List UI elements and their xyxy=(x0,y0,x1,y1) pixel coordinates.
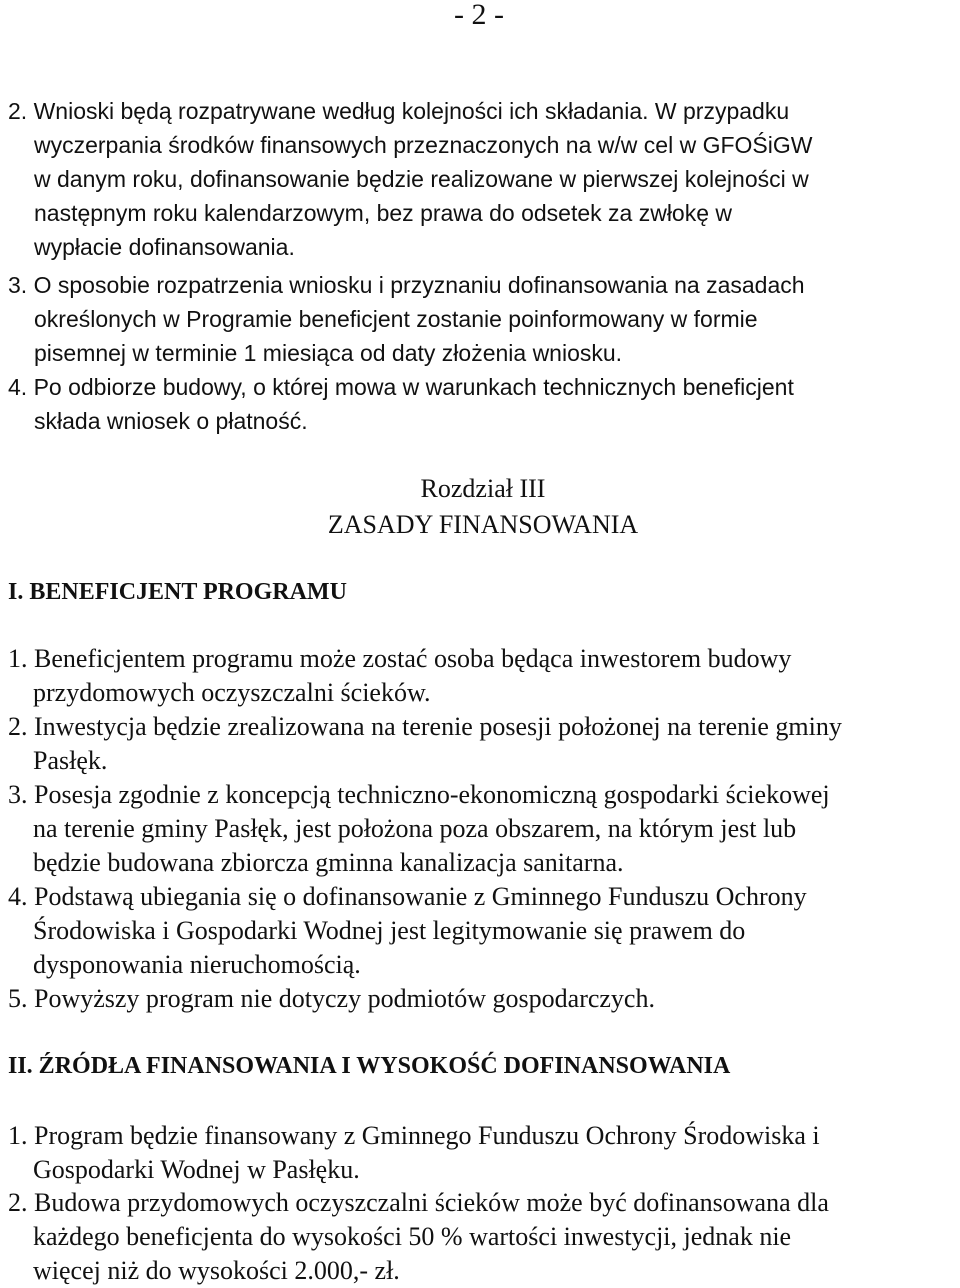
list-item-text: wyczerpania środków finansowych przeznaczonych na w/w cel w GFOŚiGW xyxy=(34,132,813,158)
list-item xyxy=(8,268,958,370)
list-item-text: Posesja zgodnie z koncepcją techniczno-ekonomiczną gospodarki ściekowej xyxy=(34,780,830,809)
list-item-line xyxy=(8,982,958,1016)
list-item-text: pisemnej w terminie 1 miesiąca od daty złożenia wniosku. xyxy=(34,340,623,366)
list-item xyxy=(8,880,958,982)
list-item-line xyxy=(8,1119,958,1153)
list-item-number: 4. xyxy=(8,882,28,911)
list-item xyxy=(8,982,958,1016)
list-item xyxy=(8,1119,958,1187)
list-item-text: każdego beneficjenta do wysokości 50 % wartości inwestycji, jednak nie xyxy=(33,1222,792,1251)
list-item-number: 2. xyxy=(8,1188,28,1217)
list-item-text: Budowa przydomowych oczyszczalni ścieków może być dofinansowana dla xyxy=(34,1188,829,1217)
list-item-line xyxy=(8,268,958,302)
list-item-line xyxy=(8,710,958,744)
list-item-text: Po odbiorze budowy, o której mowa w warunkach technicznych beneficjent xyxy=(33,374,794,400)
list-item-text: Program będzie finansowany z Gminnego Funduszu Ochrony Środowiska i xyxy=(34,1121,820,1150)
list-item-text: dysponowania nieruchomością. xyxy=(33,950,361,979)
list-item-line xyxy=(8,370,958,404)
list-item-text: następnym roku kalendarzowym, bez prawa do odsetek za zwłokę w xyxy=(34,200,733,226)
list-item-text: Podstawą ubiegania się o dofinansowanie z Gminnego Funduszu Ochrony xyxy=(34,882,807,911)
section-heading: I. BENEFICJENT PROGRAMU xyxy=(8,579,347,605)
list-item-text: określonych w Programie beneficjent zostanie poinformowany w formie xyxy=(34,306,758,332)
list-item-number: 5. xyxy=(8,984,28,1013)
list-item-number: 3. xyxy=(8,272,28,298)
list-item-line xyxy=(8,880,958,914)
list-item-text: na terenie gminy Pasłęk, jest położona poza obszarem, na którym jest lub xyxy=(33,814,797,843)
chapter-subtitle: ZASADY FINANSOWANIA xyxy=(327,510,639,539)
list-item-number: 3. xyxy=(8,780,28,809)
list-item-line xyxy=(8,778,958,812)
list-item xyxy=(8,778,958,880)
list-item-text: O sposobie rozpatrzenia wniosku i przyznaniu dofinansowania na zasadach xyxy=(33,272,805,298)
list-item-text: wypłacie dofinansowania. xyxy=(34,234,295,260)
list-item-text: będzie budowana zbiorcza gminna kanalizacja sanitarna. xyxy=(33,848,624,877)
list-item xyxy=(8,1186,958,1288)
list-item-text: Wnioski będą rozpatrywane według kolejności ich składania. W przypadku xyxy=(33,98,790,124)
list-item-text: Gospodarki Wodnej w Pasłęku. xyxy=(33,1155,360,1184)
list-item-text: przydomowych oczyszczalni ścieków. xyxy=(33,678,431,707)
list-item-text: Beneficjentem programu może zostać osoba będąca inwestorem budowy xyxy=(34,644,792,673)
list-item-line xyxy=(8,1186,958,1220)
page-number: - 2 - xyxy=(454,0,504,31)
list-item-text: więcej niż do wysokości 2.000,- zł. xyxy=(33,1256,400,1285)
list-item-text: Pasłęk. xyxy=(33,746,108,775)
list-item-text: Środowiska i Gospodarki Wodnej jest legitymowanie się prawem do xyxy=(33,916,746,945)
list-item-number: 2. xyxy=(8,712,28,741)
list-item xyxy=(8,94,958,264)
chapter-title: Rozdział III xyxy=(420,474,546,503)
list-item-text: składa wniosek o płatność. xyxy=(34,408,308,434)
section-heading: II. ŹRÓDŁA FINANSOWANIA I WYSOKOŚĆ DOFINANSOWANIA xyxy=(8,1053,731,1079)
list-item-text: Powyższy program nie dotyczy podmiotów gospodarczych. xyxy=(34,984,655,1013)
list-item-line xyxy=(8,642,958,676)
list-item-number: 1. xyxy=(8,1121,28,1150)
list-item-text: Inwestycja będzie zrealizowana na terenie posesji położonej na terenie gminy xyxy=(34,712,842,741)
list-item-line xyxy=(8,94,958,128)
list-item xyxy=(8,370,958,438)
list-item-number: 4. xyxy=(8,374,28,400)
list-item-number: 2. xyxy=(8,98,28,124)
list-item xyxy=(8,642,958,710)
list-item xyxy=(8,710,958,778)
list-item-number: 1. xyxy=(8,644,28,673)
list-item-text: w danym roku, dofinansowanie będzie realizowane w pierwszej kolejności w xyxy=(34,166,809,192)
